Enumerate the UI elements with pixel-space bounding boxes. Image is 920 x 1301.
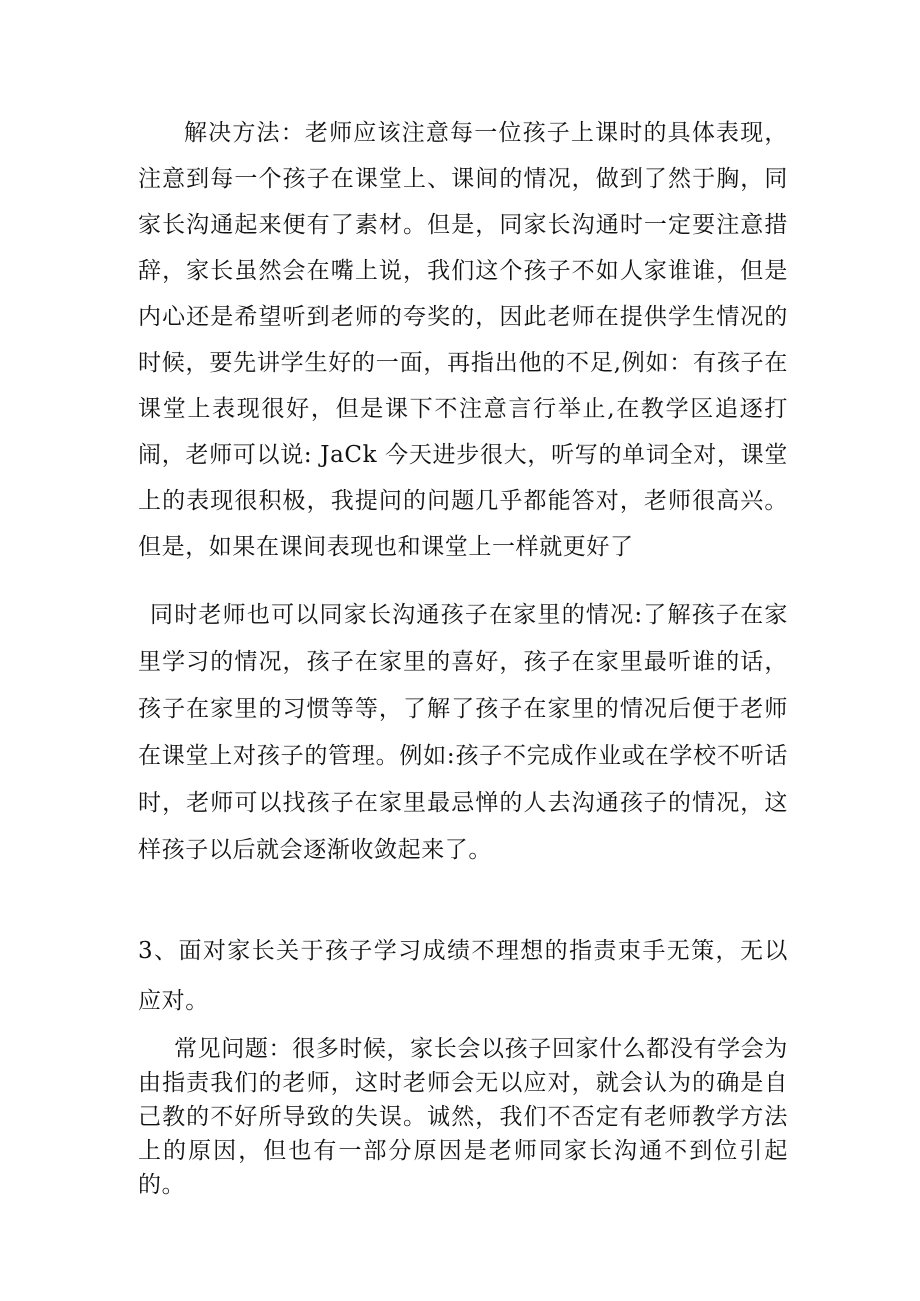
section-heading: 3、面对家长关于孩子学习成绩不理想的指责束手无策，无以应对。	[138, 938, 788, 1014]
solution-paragraph: 解决方法：老师应该注意每一位孩子上课时的具体表现，注意到每一个孩子在课堂上、课间的情况，做到了然于胸，同家长沟通起来便有了素材。但是，同家长沟通时一定要注意措辞，家长虽然会在嘴上说，我们这个孩子不如人家谁谁，但是内心还是希望听到老师的夸奖的，因此老师在提供学生情况的时候，要先讲学生好的一面，再指出他的不足,例如：有孩子在课堂上表现很好，但是课下不注意言行举止,在教学区追逐打闹，老师可以说: JaCk 今天进步很大，听写的单词全对，课堂上的表现很积极，我提问的问题几乎都能答对，老师很高兴。但是，如果在课间表现也和课堂上一样就更好了	[138, 120, 788, 560]
home-situation-paragraph: 同时老师也可以同家长沟通孩子在家里的情况:了解孩子在家里学习的情况，孩子在家里的喜好，孩子在家里最听谁的话，孩子在家里的习惯等等，了解了孩子在家里的情况后便于老师在课堂上对孩子的管理。例如:孩子不完成作业或在学校不听话时，老师可以找孩子在家里最忌惮的人去沟通孩子的情况，这样孩子以后就会逐渐收敛起来了。	[138, 602, 788, 863]
common-problem-paragraph: 常见问题：很多时候，家长会以孩子回家什么都没有学会为由指责我们的老师，这时老师会无以应对，就会认为的确是自己教的不好所导致的失误。诚然，我们不否定有老师教学方法上的原因，但也有一部分原因是老师同家长沟通不到位引起的。	[138, 1036, 788, 1198]
